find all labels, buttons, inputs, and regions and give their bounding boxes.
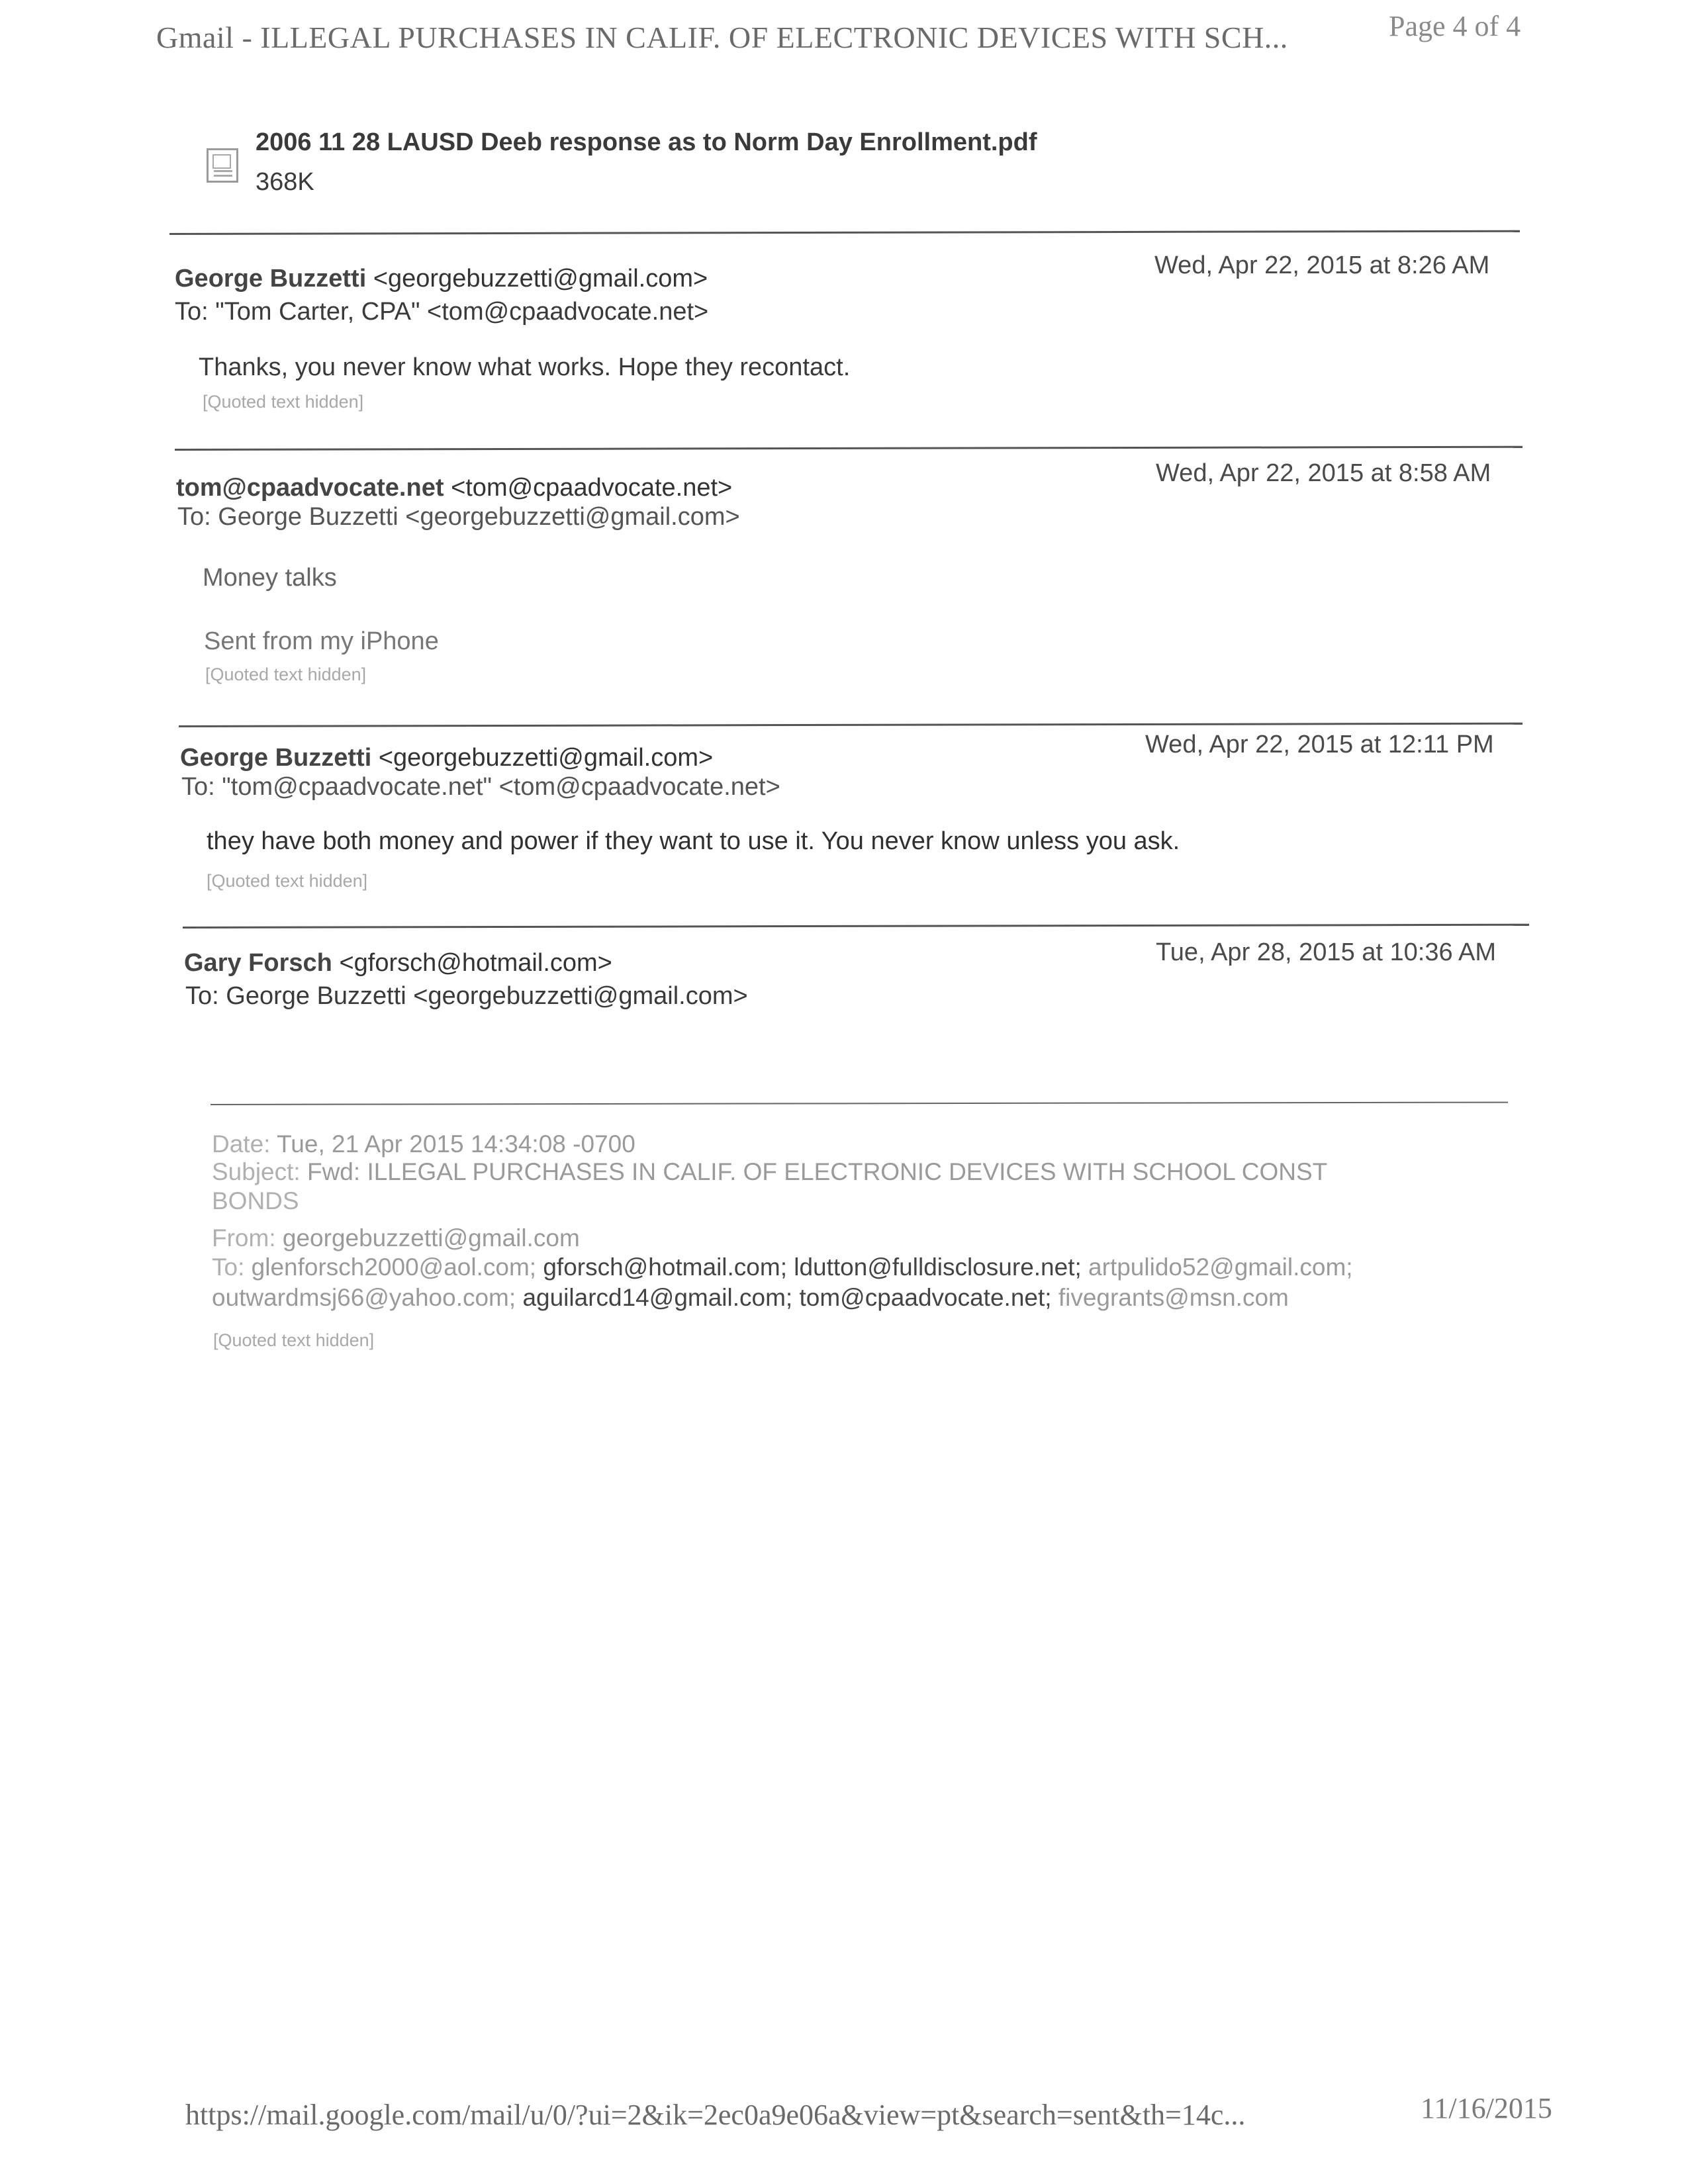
forwarded-to-main: aguilarcd14@gmail.com; tom@cpaadvocate.net; [522, 1284, 1052, 1311]
to-label: To: [181, 773, 215, 801]
forwarded-to-label: To: [212, 1253, 245, 1281]
to-label: To: [185, 982, 219, 1010]
forwarded-subject-value-cont: BONDS [212, 1187, 299, 1214]
message-body-signature: Sent from my iPhone [204, 627, 439, 655]
message-body: Thanks, you never know what works. Hope they recontact. [199, 353, 851, 381]
message-sender [180, 744, 713, 772]
message-divider [179, 723, 1523, 727]
forwarded-from-value: georgebuzzetti@gmail.com [282, 1224, 580, 1251]
to-address: George Buzzetti <georgebuzzetti@gmail.com> [226, 982, 748, 1010]
forwarded-to-cont [212, 1284, 1289, 1312]
print-header-title: Gmail - ILLEGAL PURCHASES IN CALIF. OF ELECTRONIC DEVICES WITH SCH... [156, 21, 1288, 54]
message-recipient [175, 298, 708, 326]
sender-email: <gforsch@hotmail.com> [339, 949, 612, 977]
message-divider [183, 924, 1529, 929]
to-label: To: [175, 298, 209, 326]
forwarded-to-tail: artpulido52@gmail.com; [1088, 1253, 1353, 1281]
message-divider [169, 230, 1520, 235]
message-sender [184, 949, 612, 978]
sender-email: <georgebuzzetti@gmail.com> [378, 744, 714, 772]
sender-email: <georgebuzzetti@gmail.com> [373, 265, 708, 293]
forwarded-subject-value: Fwd: ILLEGAL PURCHASES IN CALIF. OF ELECTRONIC DEVICES WITH SCHOOL CONST [306, 1158, 1328, 1185]
forwarded-subject-cont [212, 1187, 299, 1215]
print-footer-url: https://mail.google.com/mail/u/0/?ui=2&ik=2ec0a9e06a&view=pt&search=sent&th=14c... [185, 2099, 1246, 2131]
message-body: they have both money and power if they want to use it. You never know unless you ask. [207, 827, 1180, 855]
message-divider [175, 446, 1523, 451]
message-recipient [185, 982, 748, 1011]
forwarded-to-faint: glenforsch2000@aol.com; [251, 1253, 537, 1281]
message-recipient [181, 773, 780, 801]
message-date: Wed, Apr 22, 2015 at 8:26 AM [1154, 251, 1490, 279]
to-address: "tom@cpaadvocate.net" <tom@cpaadvocate.net> [222, 773, 780, 801]
forwarded-date [212, 1130, 635, 1158]
pdf-attachment-icon [207, 148, 238, 183]
to-address: "Tom Carter, CPA" <tom@cpaadvocate.net> [215, 298, 709, 326]
to-label: To: [177, 503, 211, 531]
forwarded-divider [211, 1102, 1508, 1105]
forwarded-from-label: From: [212, 1224, 276, 1251]
quoted-text-toggle[interactable]: [Quoted text hidden] [213, 1330, 375, 1350]
quoted-text-toggle[interactable]: [Quoted text hidden] [207, 871, 368, 891]
sender-name: George Buzzetti [175, 265, 367, 293]
message-date: Tue, Apr 28, 2015 at 10:36 AM [1156, 938, 1497, 966]
message-recipient [177, 503, 740, 531]
message-date: Wed, Apr 22, 2015 at 8:58 AM [1156, 459, 1491, 487]
message-date: Wed, Apr 22, 2015 at 12:11 PM [1145, 731, 1494, 758]
forwarded-date-label: Date: [212, 1130, 271, 1158]
page-number: Page 4 of 4 [1389, 10, 1521, 42]
forwarded-date-value: Tue, 21 Apr 2015 14:34:08 -0700 [277, 1130, 635, 1158]
forwarded-to-faint: outwardmsj66@yahoo.com; [212, 1284, 516, 1311]
message-sender [175, 265, 708, 293]
forwarded-subject [212, 1158, 1327, 1186]
message-sender [176, 474, 732, 502]
attachment-size: 368K [256, 168, 314, 196]
forwarded-to [212, 1253, 1353, 1281]
forwarded-to-main: gforsch@hotmail.com; ldutton@fulldisclosure.net; [543, 1253, 1082, 1281]
sender-name: George Buzzetti [180, 744, 372, 772]
to-address: George Buzzetti <georgebuzzetti@gmail.com> [218, 503, 740, 531]
sender-email: <tom@cpaadvocate.net> [451, 474, 733, 502]
sender-name: Gary Forsch [184, 949, 332, 977]
sender-name: tom@cpaadvocate.net [176, 474, 444, 502]
print-footer-date: 11/16/2015 [1421, 2092, 1552, 2124]
message-body: Money talks [203, 564, 337, 592]
quoted-text-toggle[interactable]: [Quoted text hidden] [203, 392, 364, 412]
attachment-name[interactable]: 2006 11 28 LAUSD Deeb response as to Norm Day Enrollment.pdf [256, 128, 1037, 156]
quoted-text-toggle[interactable]: [Quoted text hidden] [205, 664, 367, 684]
forwarded-from [212, 1224, 580, 1252]
forwarded-to-tail: fivegrants@msn.com [1058, 1284, 1289, 1311]
forwarded-subject-label: Subject: [212, 1158, 301, 1185]
